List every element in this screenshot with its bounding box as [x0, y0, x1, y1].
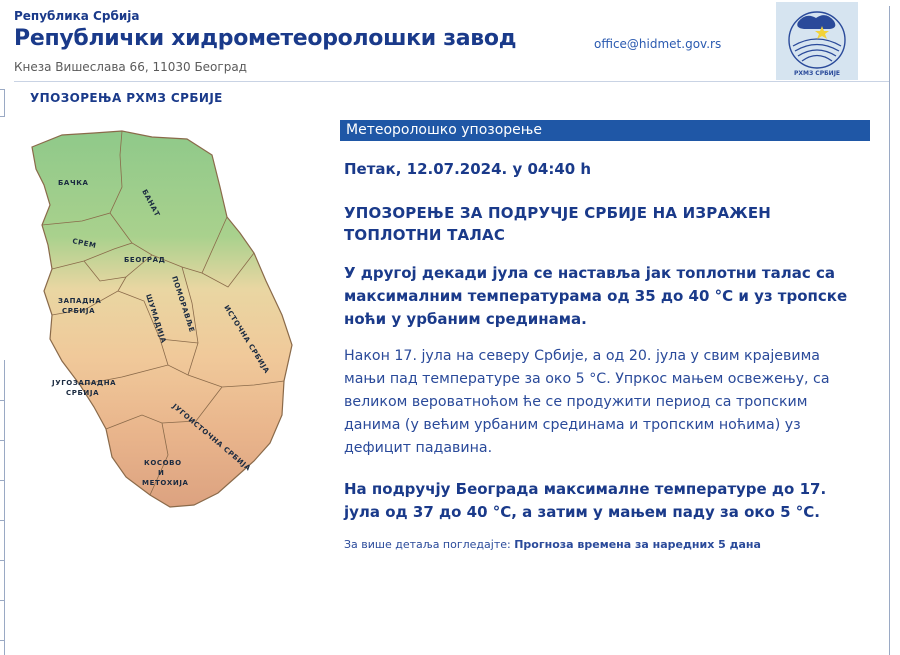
map-label-kosovo-1: КОСОВО — [144, 459, 182, 467]
left-panel-fragment — [0, 89, 5, 117]
map-label-kosovo-2: И — [158, 469, 165, 477]
serbia-outline — [32, 131, 292, 507]
more-details-prefix: За више детаља погледајте: — [344, 538, 511, 551]
warning-date: Петак, 12.07.2024. у 04:40 h — [344, 160, 592, 178]
institution-title[interactable]: Републички хидрометеоролошки завод — [14, 26, 517, 51]
map-label-banat: БАНАТ — [140, 188, 162, 219]
svg-text:РХМЗ СРБИЈЕ: РХМЗ СРБИЈЕ — [793, 70, 841, 77]
map-label-pomoravlje: ПОМОРАВЉЕ — [170, 275, 196, 334]
map-label-jugoistocna: ЈУГОИСТОЧНА СРБИЈА — [170, 402, 253, 473]
map-label-srem: СРЕМ — [71, 237, 98, 251]
warning-lead: У другој декади јула се наставља јак топлотни талас са максималним температурама од 35 до 40 °C и уз тропске ноћи у урбаним срединама. — [344, 264, 848, 328]
serbia-regions-map[interactable] — [22, 125, 322, 525]
map-label-jugozapadna-2: СРБИЈА — [66, 389, 100, 397]
warning-headline: УПОЗОРЕЊЕ ЗА ПОДРУЧЈЕ СРБИЈЕ НА ИЗРАЖЕН ТОПЛОТНИ ТАЛАС — [344, 204, 772, 244]
site-header — [0, 0, 900, 82]
rhmz-logo-icon — [776, 2, 858, 80]
address-text: Кнеза Вишеслава 66, 11030 Београд — [14, 60, 247, 74]
warning-content — [344, 160, 864, 551]
rhmz-logo[interactable] — [776, 2, 858, 80]
page-border-right — [889, 6, 890, 655]
map-label-istocna: ИСТОЧНА СРБИЈА — [222, 303, 271, 376]
map-label-zapadna-2: СРБИЈА — [62, 307, 96, 315]
republic-label: Република Србија — [14, 9, 140, 23]
belgrade-forecast: На подручју Београда максималне температуре до 17. јула од 37 до 40 °C, а затим у мањем паду за око 5 °C. — [344, 480, 827, 521]
forecast-5-days-link[interactable]: Прогноза времена за наредних 5 дана — [514, 538, 761, 551]
map-label-backa: БАЧКА — [58, 179, 89, 187]
map-label-zapadna-1: ЗАПАДНА — [58, 297, 102, 305]
map-label-jugozapadna-1: ЈУГОЗАПАДНА — [52, 379, 117, 387]
header-divider — [14, 81, 890, 82]
warning-body: Након 17. јула на северу Србије, а од 20. јула у свим крајевима мањи пад температуре за око 5 °C. Упркос мањем освежењу, са великом вероватноћом ће се продужити период са тропским данима (у већим урбаним срединама и тропским ноћима) уз дефицит падавина. — [344, 348, 830, 456]
warning-title-bar: Метеоролошко упозорење — [340, 120, 870, 141]
map-label-beograd: БЕОГРАД — [124, 256, 166, 264]
left-scroll-panel — [0, 360, 5, 655]
map-label-kosovo-3: МЕТОХИЈА — [142, 479, 189, 487]
warnings-section-title: УПОЗОРЕЊА РХМЗ СРБИЈЕ — [30, 91, 223, 105]
map-label-sumadija: ШУМАДИЈА — [144, 293, 168, 345]
email-link[interactable]: office@hidmet.gov.rs — [594, 37, 722, 51]
more-details — [344, 538, 864, 551]
